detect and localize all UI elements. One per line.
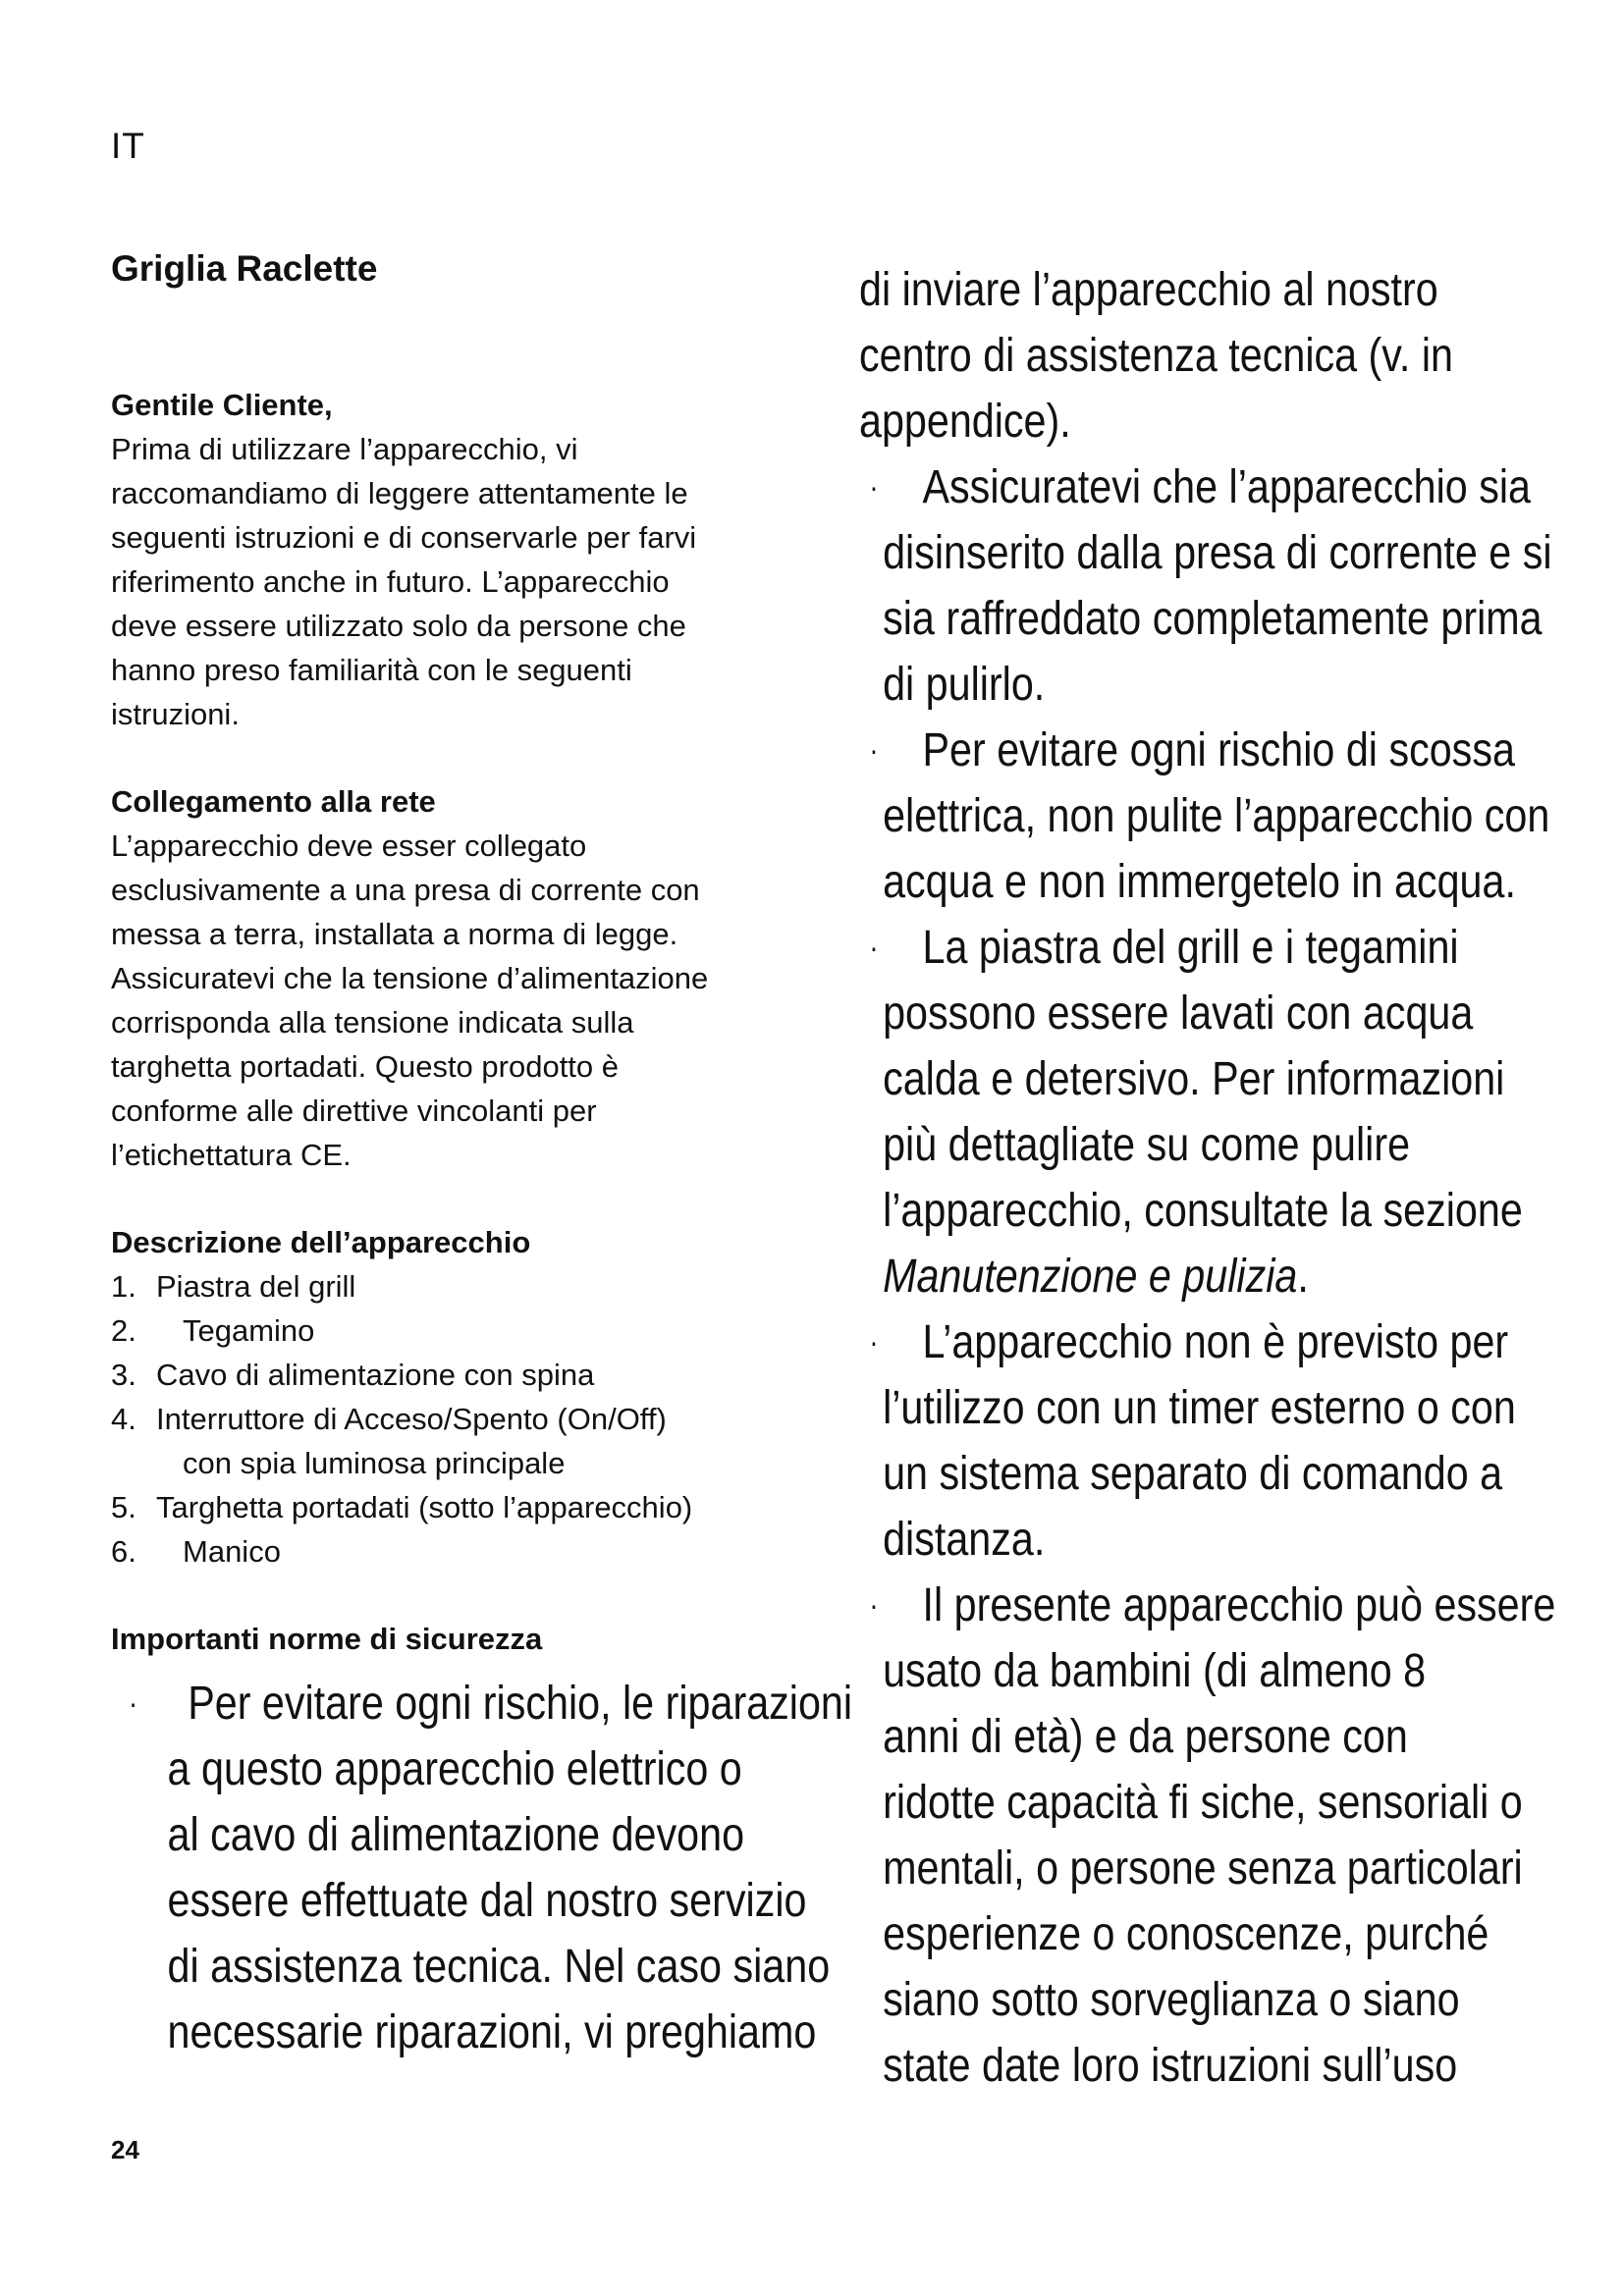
bullet-icon: · <box>129 1685 138 1721</box>
list-item <box>111 1264 828 1308</box>
text-line: messa a terra, installata a norma di legge. <box>111 917 678 951</box>
punctuation: . <box>1297 1251 1309 1303</box>
text-line: usato da bambini (di almeno 8 <box>883 1645 1427 1697</box>
text-line: acqua e non immergetelo in acqua. <box>883 856 1516 908</box>
intro-section <box>111 383 828 736</box>
list-text: Cavo di alimentazione con spina <box>156 1358 595 1392</box>
safety-section <box>111 1617 853 2065</box>
text-line: elettrica, non pulite l’apparecchio con <box>883 790 1550 842</box>
connection-heading: Collegamento alla rete <box>111 784 436 819</box>
list-number: 5. <box>111 1490 136 1524</box>
list-number: 4. <box>111 1402 136 1436</box>
text-line: siano sotto sorveglianza o siano <box>883 1974 1460 2026</box>
text-line: Assicuratevi che la tensione d’alimentazione <box>111 961 709 995</box>
text-line: di inviare l’apparecchio al nostro <box>859 264 1438 316</box>
safety-heading: Importanti norme di sicurezza <box>111 1622 543 1656</box>
intro-heading: Gentile Cliente, <box>111 388 333 422</box>
safety-item <box>859 1309 1516 1573</box>
text-line: Assicuratevi che l’apparecchio sia <box>922 461 1532 513</box>
safety-item <box>859 915 1523 1309</box>
text-line: l’utilizzo con un timer esterno o con <box>883 1382 1516 1434</box>
list-text: Manico <box>183 1534 281 1569</box>
text-line: La piastra del grill e i tegamini <box>922 922 1459 974</box>
text-line: riferimento anche in futuro. L’apparecchio <box>111 564 670 599</box>
list-text: Interruttore di Acceso/Spento (On/Off) <box>156 1402 667 1436</box>
bullet-icon: · <box>869 1324 879 1360</box>
safety-item <box>859 454 1552 718</box>
safety-continuation <box>859 257 1453 454</box>
text-line: l’etichettatura CE. <box>111 1138 352 1172</box>
text-line: un sistema separato di comando a <box>883 1448 1503 1500</box>
language-code: IT <box>111 126 145 166</box>
list-text: Tegamino <box>183 1313 315 1348</box>
italic-section-reference: Manutenzione e pulizia <box>883 1251 1298 1303</box>
text-line: corrisponda alla tensione indicata sulla <box>111 1005 634 1040</box>
parts-list <box>111 1264 828 1574</box>
text-line: a questo apparecchio elettrico o <box>167 1743 742 1795</box>
right-column <box>859 245 1556 2099</box>
connection-paragraph <box>111 824 828 1177</box>
left-column <box>111 245 853 2065</box>
list-number: 3. <box>111 1358 136 1392</box>
text-line: centro di assistenza tecnica (v. in <box>859 330 1453 382</box>
list-number: 1. <box>111 1269 136 1304</box>
text-line: l’apparecchio, consultate la sezione <box>883 1185 1523 1237</box>
bullet-icon: · <box>869 930 879 965</box>
text-line: state date loro istruzioni sull’uso <box>883 2040 1458 2092</box>
bullet-icon: · <box>869 732 879 768</box>
intro-paragraph <box>111 427 828 736</box>
text-line: disinserito dalla presa di corrente e si <box>883 527 1552 579</box>
document-title: Griglia Raclette <box>111 248 378 289</box>
list-number: 2. <box>111 1313 136 1348</box>
description-section <box>111 1220 828 1574</box>
list-item <box>111 1397 828 1485</box>
safety-list-left <box>129 1671 853 2065</box>
page-number: 24 <box>111 2135 139 2164</box>
text-line: Per evitare ogni rischio di scossa <box>922 724 1515 776</box>
text-line: al cavo di alimentazione devono <box>167 1809 745 1861</box>
text-line: esperienze o conoscenze, purché <box>883 1908 1489 1960</box>
list-item <box>111 1308 828 1353</box>
connection-section <box>111 779 828 1177</box>
safety-list-right <box>859 454 1556 2099</box>
list-text-wrapper <box>156 1397 828 1485</box>
safety-item <box>859 1573 1556 2099</box>
text-line: targhetta portadati. Questo prodotto è <box>111 1049 620 1084</box>
list-item <box>111 1485 828 1529</box>
safety-item <box>859 718 1550 915</box>
text-line: L’apparecchio non è previsto per <box>922 1316 1509 1368</box>
text-line: ridotte capacità fi siche, sensoriali o <box>883 1777 1523 1829</box>
bullet-icon: · <box>869 469 879 505</box>
text-line: sia raffreddato completamente prima <box>883 593 1543 645</box>
text-line: di assistenza tecnica. Nel caso siano <box>167 1941 831 1993</box>
text-line: distanza. <box>883 1514 1046 1566</box>
text-line: istruzioni. <box>111 697 240 731</box>
text-line: possono essere lavati con acqua <box>883 988 1474 1040</box>
list-item <box>111 1529 828 1574</box>
list-number: 6. <box>111 1534 136 1569</box>
text-line: più dettagliate su come pulire <box>883 1119 1411 1171</box>
description-heading: Descrizione dell’apparecchio <box>111 1225 531 1259</box>
text-line: L’apparecchio deve esser collegato <box>111 828 587 863</box>
list-text: Targhetta portadati (sotto l’apparecchio) <box>156 1490 693 1524</box>
text-line: raccomandiamo di leggere attentamente le <box>111 476 688 510</box>
text-line: calda e detersivo. Per informazioni <box>883 1053 1505 1105</box>
text-line: appendice). <box>859 396 1071 448</box>
text-line: esclusivamente a una presa di corrente con <box>111 873 700 907</box>
text-line: Prima di utilizzare l’apparecchio, vi <box>111 432 578 466</box>
text-line: seguenti istruzioni e di conservarle per farvi <box>111 520 697 555</box>
text-line: Il presente apparecchio può essere <box>922 1579 1556 1631</box>
text-line: di pulirlo. <box>883 659 1046 711</box>
text-line: deve essere utilizzato solo da persone che <box>111 609 686 643</box>
text-line: conforme alle direttive vincolanti per <box>111 1094 597 1128</box>
text-line: hanno preso familiarità con le seguenti <box>111 653 632 687</box>
list-text: Piastra del grill <box>156 1269 356 1304</box>
text-line: anni di età) e da persone con <box>883 1711 1408 1763</box>
list-item <box>111 1353 828 1397</box>
text-line: essere effettuate dal nostro servizio <box>167 1875 807 1927</box>
list-text-continuation: con spia luminosa principale <box>183 1446 566 1480</box>
text-line-italic-wrapper <box>859 1244 1450 1309</box>
safety-item <box>129 1671 853 2065</box>
text-line: Per evitare ogni rischio, le riparazioni <box>188 1678 853 1730</box>
text-line: mentali, o persone senza particolari <box>883 1842 1523 1895</box>
bullet-icon: · <box>869 1587 879 1623</box>
text-line: necessarie riparazioni, vi preghiamo <box>167 2006 817 2058</box>
